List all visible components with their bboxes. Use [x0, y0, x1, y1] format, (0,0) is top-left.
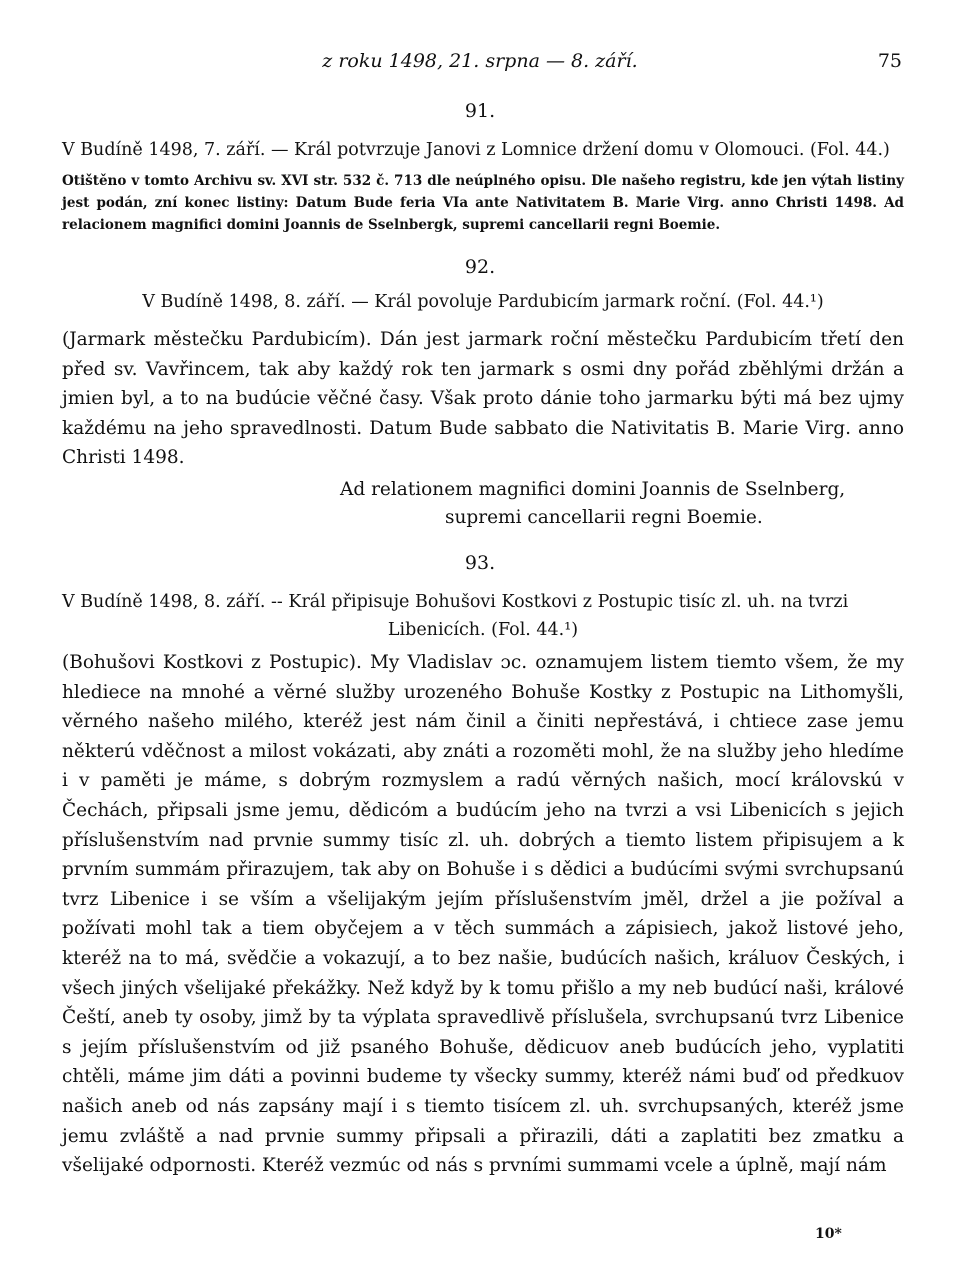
- entry-93-heading-line1: V Budíně 1498, 8. září. -- Král připisuje Bohušovi Kostkovi z Postupic tisíc zl. uh. na tvrzi: [62, 592, 849, 612]
- entry-number-92: 92.: [464, 256, 496, 278]
- entry-92-heading: V Budíně 1498, 8. září. — Král povoluje Pardubicím jarmark roční. (Fol. 44.¹): [142, 292, 824, 312]
- running-head-title: z roku 1498, 21. srpna — 8. září.: [322, 50, 638, 72]
- running-head: [0, 50, 960, 76]
- entry-92-text: (Jarmark městečku Pardubicím). Dán jest jarmark roční městečku Pardubicím třetí den před sv. Vavřincem, tak aby každý rok ten jarmark s osmi dny pořád zběhlými držán a jmien byl, a to na budúcie věčné časy. Však proto dánie toho jarmarku býti má bez ujmy každému na jeho spravedlnosti. Datum Bude sabbato die Nativitatis B. Marie Virg. anno Christi 1498.: [62, 329, 904, 469]
- entry-92-closing-line2: supremi cancellarii regni Boemie.: [445, 507, 763, 528]
- entry-91-heading: V Budíně 1498, 7. září. — Král potvrzuje Janovi z Lomnice držení domu v Olomouci. (Fol. 44.): [62, 140, 890, 160]
- entry-93-body: [62, 648, 904, 1181]
- entry-number-91: 91.: [464, 100, 496, 122]
- entry-92-closing: [340, 476, 900, 532]
- entry-92-closing-line1: Ad relationem magnifici domini Joannis de Sselnberg,: [340, 479, 846, 500]
- entry-93-heading: [62, 588, 904, 644]
- entry-93-heading-line2: Libenicích. (Fol. 44.¹): [387, 620, 579, 640]
- entry-number-93: 93.: [464, 552, 496, 574]
- entry-92-body: [62, 325, 904, 473]
- signature-mark: 10*: [815, 1226, 842, 1242]
- entry-93-text: (Bohušovi Kostkovi z Postupic). My Vladislav ɔc. oznamujem listem tiemto všem, že my hlediece na mnohé a věrné služby urozeného Bohuše Kostky z Postupic na Lithomyšli, věrného našeho milého, kteréž jest nám činil a činiti nepřestává, i chtiece zase jemu některú vděčnost a milost vokázati, aby znáti a rozoměti mohl, že na služby jeho hledíme i v paměti je máme, s dobrým rozmyslem a radú věrných našich, mocí královskú v Čechách, připsali jsme jemu, dědicóm a budúcím jeho na tvrzi a vsi Libenicích s jejich příslušenstvím nad prvnie summy tisíc zl. uh. dobrých a tiemto listem připisujem a k prvním summám přirazujem, tak aby on Bohuše i s dědici a budúcími svými svrchupsanú tvrz Libenice i se vším a všelijakým jejím příslušenstvím jměl, držel a jie požíval a požívati mohl tak a tiem obyčejem a v těch summách a zápisiech, jakož listové jeho, kteréž na to má, svědčie a vokazují, a to bez našie, budúcích našich, králuov Českých, i všech jiných všelijaké překážky. Než když by k tomu přišlo a my neb budúcí naši, králové Čeští, aneb ty osoby, jimž by ta výplata spravedlivě příslušela, svrchupsanú tvrz Libenice s jejím příslušenstvím od již psaného Bohuše, dědicuov aneb budúcích jeho, vyplatiti chtěli, máme jim dáti a povinni budeme ty všecky summy, kteréž námi buď od předkuov našich aneb od nás zapsány mají i s tiemto tisícem zl. uh. svrchupsaných, kteréž jsme jemu zvláště a nad prvnie summy připsali a přirazili, dáti a zaplatiti bez zmatku a všelijaké odpornosti. Kteréž vezmúc od nás s prvními summami vcele a úplně, mají nám: [62, 652, 904, 1177]
- entry-91-note: Otištěno v tomto Archivu sv. XVI str. 532 č. 713 dle neúplného opisu. Dle našeho registru, kde jen výtah listiny jest podán, zní konec listiny: Datum Bude feria VIa ante Nativitatem B. Marie Virg. anno Christi 1498. Ad relacionem magnifici domini Joannis de Sselnbergk, supremi cancellarii regni Boemie.: [62, 173, 904, 233]
- page-number: 75: [877, 50, 902, 72]
